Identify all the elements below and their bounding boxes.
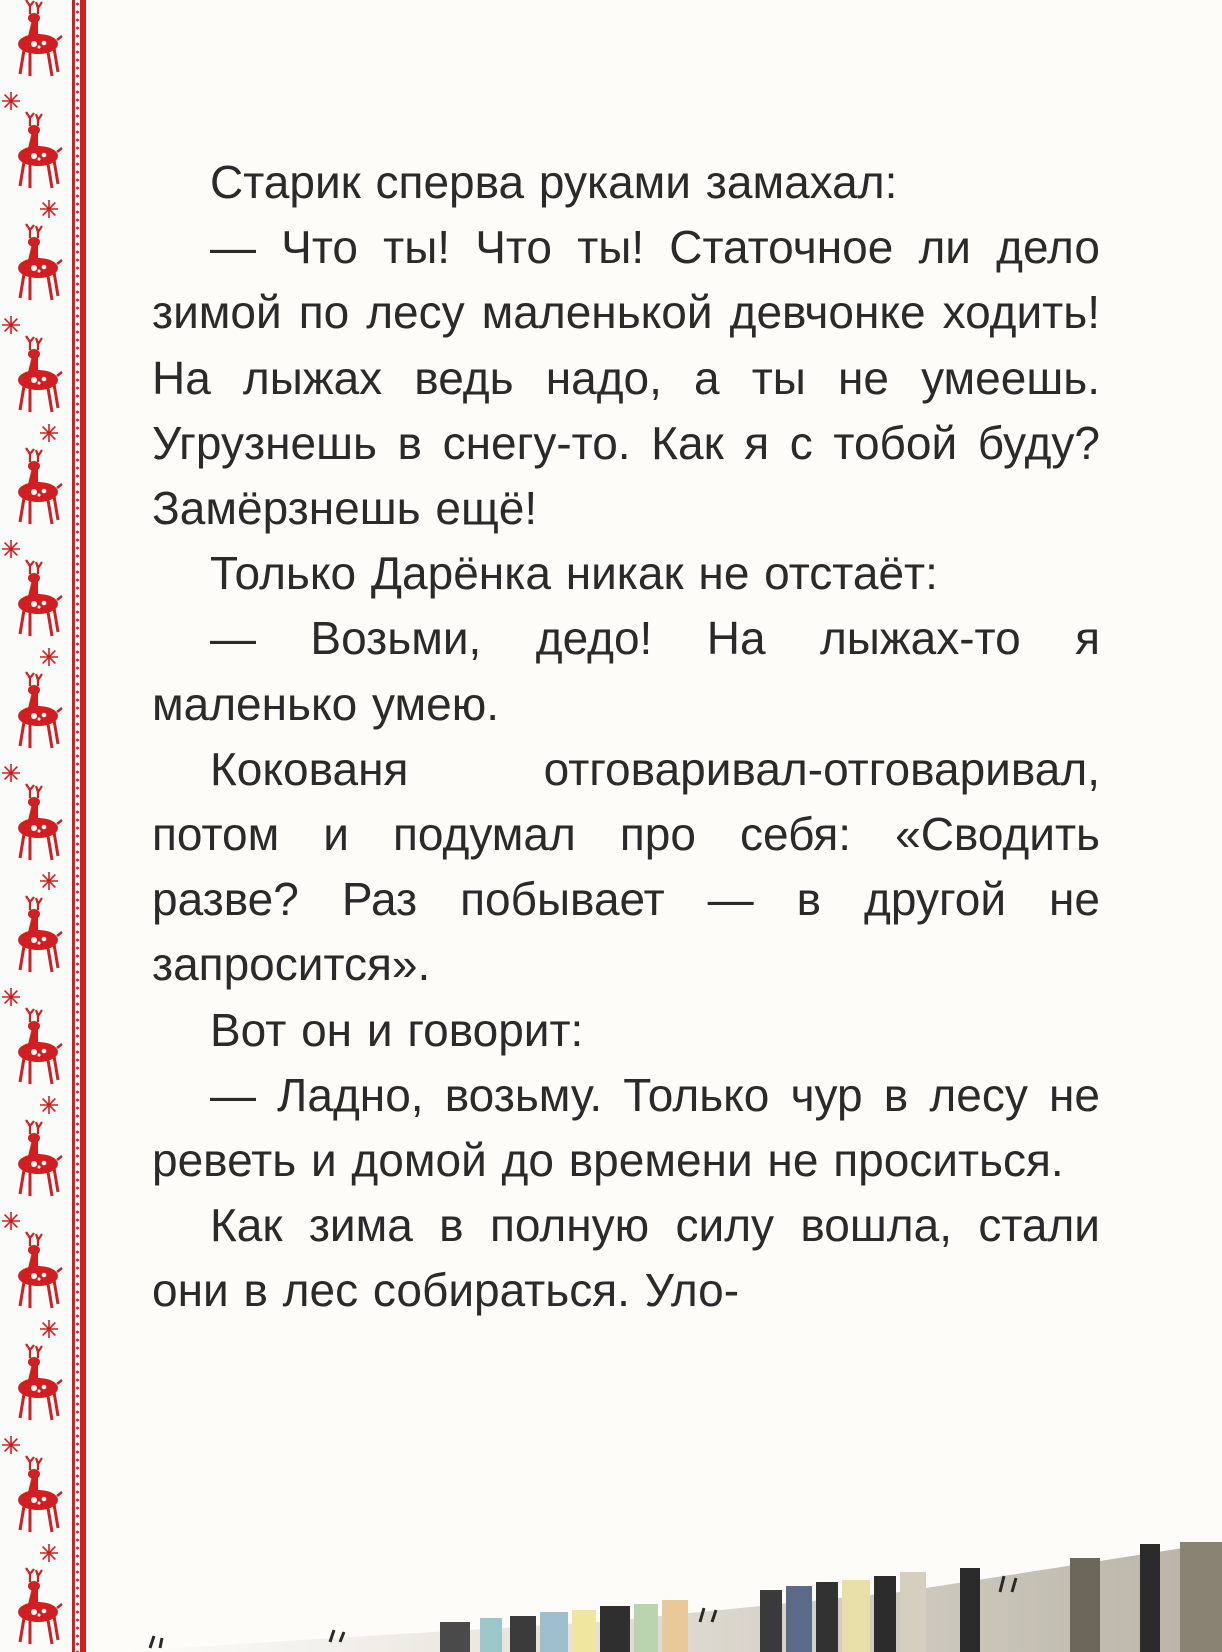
paragraph: — Возьми, дедо! На лыжах-то я маленько умею.	[152, 612, 1100, 730]
winter-illustration	[0, 1472, 1222, 1652]
story-text	[152, 150, 1100, 1324]
border-line-outer	[80, 0, 86, 1652]
ornamental-border	[0, 0, 88, 1652]
paragraph: — Ладно, возьму. Только чур в лесу не реветь и домой до времени не проситься.	[152, 1068, 1100, 1187]
paragraph: Вот он и говорит:	[210, 1003, 584, 1056]
paragraph: Кокованя отговаривал-отговаривал, потом и подумал про себя: «Сводить разве? Раз побывает — в другой не запросится».	[152, 742, 1100, 991]
paragraph: Как зима в полную силу вошла, стали они в лес собираться. Уло-	[152, 1199, 1100, 1317]
paragraph: Старик сперва руками замахал:	[210, 156, 898, 208]
paragraph: Только Дарёнка никак не отстаёт:	[210, 547, 938, 600]
border-dotted-line	[76, 0, 79, 1652]
paragraph: — Что ты! Что ты! Статочное ли дело зимой по лесу маленькой девчонке ходить! На лыжах ведь надо, а ты не умеешь. Угрузнешь в снегу-то. Как я с тобой буду? Замёрзнешь ещё!	[152, 221, 1100, 535]
border-line-inner	[72, 0, 75, 1652]
